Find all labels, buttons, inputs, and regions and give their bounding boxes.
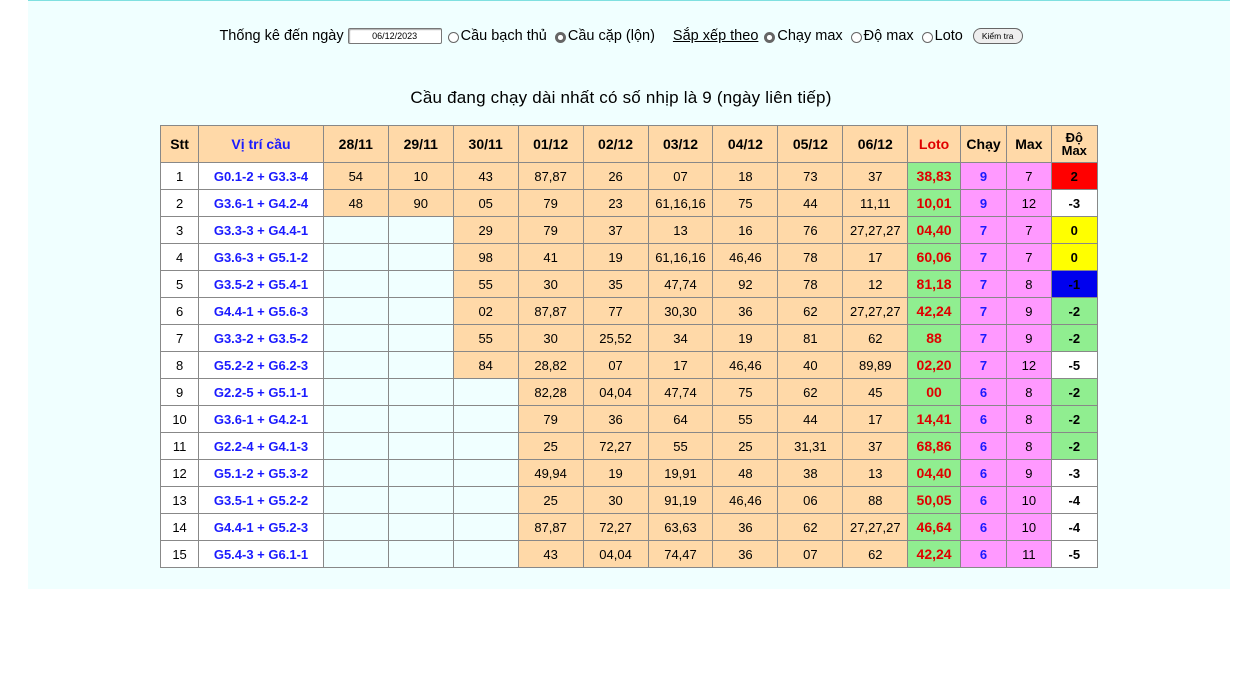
day-cell: 19 <box>583 244 648 271</box>
table-row <box>161 163 1098 190</box>
max-cell: 7 <box>1007 163 1051 190</box>
position-link[interactable]: G4.4-1 + G5.6-3 <box>199 298 324 325</box>
day-cell: 23 <box>583 190 648 217</box>
sort-do-max-label: Độ max <box>863 28 914 44</box>
day-cell <box>323 406 388 433</box>
loto-cell: 02,20 <box>908 352 961 379</box>
day-cell: 64 <box>648 406 713 433</box>
header-max: Max <box>1007 126 1051 163</box>
loto-cell: 10,01 <box>908 190 961 217</box>
position-link[interactable]: G5.1-2 + G5.3-2 <box>199 460 324 487</box>
loto-cell: 46,64 <box>908 514 961 541</box>
date-label: Thống kê đến ngày <box>219 28 344 44</box>
loto-cell: 68,86 <box>908 433 961 460</box>
option-bach-thu-label: Cầu bạch thủ <box>460 28 547 44</box>
day-cell: 43 <box>518 541 583 568</box>
day-cell: 37 <box>583 217 648 244</box>
day-cell: 19 <box>713 325 778 352</box>
day-cell: 30 <box>518 325 583 352</box>
header-day: 01/12 <box>518 126 583 163</box>
header-day: 02/12 <box>583 126 648 163</box>
day-cell: 91,19 <box>648 487 713 514</box>
day-cell: 17 <box>843 244 908 271</box>
loto-cell: 04,40 <box>908 460 961 487</box>
header-loto: Loto <box>908 126 961 163</box>
table-row <box>161 271 1098 298</box>
day-cell: 44 <box>778 190 843 217</box>
table-row <box>161 217 1098 244</box>
day-cell: 87,87 <box>518 514 583 541</box>
day-cell: 36 <box>713 514 778 541</box>
day-cell <box>323 217 388 244</box>
day-cell <box>323 244 388 271</box>
day-cell <box>388 433 453 460</box>
do-max-cell: -2 <box>1051 379 1097 406</box>
day-cell: 41 <box>518 244 583 271</box>
chay-cell: 6 <box>960 541 1006 568</box>
position-link[interactable]: G3.5-2 + G5.4-1 <box>199 271 324 298</box>
day-cell: 25 <box>518 487 583 514</box>
chay-cell: 6 <box>960 406 1006 433</box>
loto-cell: 04,40 <box>908 217 961 244</box>
do-max-cell: -5 <box>1051 352 1097 379</box>
chay-cell: 7 <box>960 325 1006 352</box>
max-cell: 8 <box>1007 271 1051 298</box>
header-day: 30/11 <box>453 126 518 163</box>
day-cell <box>388 541 453 568</box>
chay-cell: 9 <box>960 163 1006 190</box>
day-cell: 82,28 <box>518 379 583 406</box>
day-cell <box>388 379 453 406</box>
day-cell <box>453 460 518 487</box>
header-day: 03/12 <box>648 126 713 163</box>
do-max-cell: -2 <box>1051 325 1097 352</box>
loto-cell: 88 <box>908 325 961 352</box>
day-cell <box>453 541 518 568</box>
day-cell <box>323 460 388 487</box>
day-cell: 37 <box>843 433 908 460</box>
day-cell: 84 <box>453 352 518 379</box>
day-cell: 78 <box>778 271 843 298</box>
position-link[interactable]: G3.3-3 + G4.4-1 <box>199 217 324 244</box>
chay-cell: 9 <box>960 190 1006 217</box>
chay-cell: 6 <box>960 487 1006 514</box>
day-cell: 55 <box>453 325 518 352</box>
day-cell: 02 <box>453 298 518 325</box>
day-cell: 79 <box>518 217 583 244</box>
table-row <box>161 244 1098 271</box>
day-cell: 38 <box>778 460 843 487</box>
day-cell: 75 <box>713 379 778 406</box>
max-cell: 10 <box>1007 514 1051 541</box>
row-index: 10 <box>161 406 199 433</box>
day-cell <box>453 487 518 514</box>
day-cell: 07 <box>778 541 843 568</box>
table-row <box>161 541 1098 568</box>
max-cell: 9 <box>1007 460 1051 487</box>
day-cell: 72,27 <box>583 433 648 460</box>
day-cell: 40 <box>778 352 843 379</box>
day-cell: 05 <box>453 190 518 217</box>
day-cell: 78 <box>778 244 843 271</box>
day-cell: 07 <box>583 352 648 379</box>
max-cell: 8 <box>1007 406 1051 433</box>
day-cell: 77 <box>583 298 648 325</box>
day-cell: 17 <box>843 406 908 433</box>
radio-cap-lon[interactable] <box>555 32 566 43</box>
day-cell: 28,82 <box>518 352 583 379</box>
do-max-cell: -1 <box>1051 271 1097 298</box>
day-cell: 79 <box>518 406 583 433</box>
loto-cell: 00 <box>908 379 961 406</box>
row-index: 7 <box>161 325 199 352</box>
day-cell: 92 <box>713 271 778 298</box>
radio-sort-loto[interactable] <box>922 32 933 43</box>
table-row <box>161 325 1098 352</box>
chay-cell: 6 <box>960 460 1006 487</box>
day-cell: 18 <box>713 163 778 190</box>
row-index: 1 <box>161 163 199 190</box>
day-cell: 36 <box>713 298 778 325</box>
day-cell: 62 <box>778 379 843 406</box>
day-cell: 61,16,16 <box>648 190 713 217</box>
day-cell: 89,89 <box>843 352 908 379</box>
day-cell <box>323 298 388 325</box>
table-row <box>161 514 1098 541</box>
max-cell: 7 <box>1007 244 1051 271</box>
results-table <box>160 125 1098 568</box>
table-row <box>161 433 1098 460</box>
chay-cell: 6 <box>960 514 1006 541</box>
position-link[interactable]: G2.2-5 + G5.1-1 <box>199 379 324 406</box>
do-max-cell: -4 <box>1051 487 1097 514</box>
do-max-cell: 2 <box>1051 163 1097 190</box>
day-cell <box>388 271 453 298</box>
day-cell: 30,30 <box>648 298 713 325</box>
day-cell <box>323 325 388 352</box>
loto-cell: 50,05 <box>908 487 961 514</box>
chay-cell: 7 <box>960 217 1006 244</box>
table-row <box>161 406 1098 433</box>
loto-cell: 60,06 <box>908 244 961 271</box>
radio-bach-thu[interactable] <box>448 32 459 43</box>
day-cell: 27,27,27 <box>843 514 908 541</box>
day-cell: 45 <box>843 379 908 406</box>
header-chay: Chạy <box>960 126 1006 163</box>
day-cell <box>388 325 453 352</box>
day-cell: 87,87 <box>518 163 583 190</box>
table-body <box>161 163 1098 568</box>
loto-cell: 42,24 <box>908 298 961 325</box>
day-cell: 54 <box>323 163 388 190</box>
day-cell: 73 <box>778 163 843 190</box>
header-do-max-line2: Max <box>1061 143 1087 158</box>
day-cell: 46,46 <box>713 487 778 514</box>
chay-cell: 7 <box>960 298 1006 325</box>
day-cell: 30 <box>518 271 583 298</box>
day-cell: 04,04 <box>583 379 648 406</box>
filter-controls <box>0 28 1242 44</box>
table-header-row <box>161 126 1098 163</box>
day-cell: 19 <box>583 460 648 487</box>
header-position[interactable]: Vị trí cầu <box>199 126 324 163</box>
day-cell: 27,27,27 <box>843 217 908 244</box>
day-cell: 62 <box>843 541 908 568</box>
day-cell: 13 <box>648 217 713 244</box>
header-do-max-line1: Độ <box>1065 130 1083 145</box>
row-index: 2 <box>161 190 199 217</box>
day-cell <box>388 460 453 487</box>
day-cell: 27,27,27 <box>843 298 908 325</box>
day-cell: 19,91 <box>648 460 713 487</box>
position-link[interactable]: G2.2-4 + G4.1-3 <box>199 433 324 460</box>
max-cell: 11 <box>1007 541 1051 568</box>
day-cell: 62 <box>778 298 843 325</box>
day-cell: 75 <box>713 190 778 217</box>
do-max-cell: 0 <box>1051 217 1097 244</box>
row-index: 12 <box>161 460 199 487</box>
day-cell: 55 <box>453 271 518 298</box>
date-input[interactable]: 06/12/2023 <box>348 28 442 44</box>
chay-cell: 7 <box>960 352 1006 379</box>
day-cell: 49,94 <box>518 460 583 487</box>
position-link[interactable]: G3.3-2 + G3.5-2 <box>199 325 324 352</box>
day-cell: 13 <box>843 460 908 487</box>
row-index: 14 <box>161 514 199 541</box>
table-row <box>161 460 1098 487</box>
day-cell <box>388 514 453 541</box>
day-cell: 37 <box>843 163 908 190</box>
do-max-cell: -3 <box>1051 460 1097 487</box>
chay-cell: 7 <box>960 244 1006 271</box>
day-cell: 48 <box>713 460 778 487</box>
table-row <box>161 352 1098 379</box>
day-cell: 10 <box>388 163 453 190</box>
header-day: 29/11 <box>388 126 453 163</box>
day-cell: 88 <box>843 487 908 514</box>
day-cell: 62 <box>843 325 908 352</box>
day-cell: 47,74 <box>648 271 713 298</box>
day-cell <box>323 379 388 406</box>
day-cell: 48 <box>323 190 388 217</box>
day-cell <box>388 406 453 433</box>
day-cell: 36 <box>713 541 778 568</box>
day-cell: 74,47 <box>648 541 713 568</box>
day-cell <box>453 433 518 460</box>
day-cell: 25 <box>518 433 583 460</box>
table-row <box>161 298 1098 325</box>
do-max-cell: -2 <box>1051 406 1097 433</box>
day-cell <box>323 271 388 298</box>
day-cell: 26 <box>583 163 648 190</box>
row-index: 6 <box>161 298 199 325</box>
radio-sort-do-max[interactable] <box>851 32 862 43</box>
max-cell: 9 <box>1007 325 1051 352</box>
max-cell: 8 <box>1007 379 1051 406</box>
row-index: 4 <box>161 244 199 271</box>
loto-cell: 81,18 <box>908 271 961 298</box>
day-cell: 34 <box>648 325 713 352</box>
position-link[interactable]: G5.2-2 + G6.2-3 <box>199 352 324 379</box>
max-cell: 8 <box>1007 433 1051 460</box>
day-cell: 72,27 <box>583 514 648 541</box>
max-cell: 12 <box>1007 352 1051 379</box>
header-do-max <box>1051 126 1097 163</box>
max-cell: 7 <box>1007 217 1051 244</box>
position-link[interactable]: G4.4-1 + G5.2-3 <box>199 514 324 541</box>
day-cell <box>388 298 453 325</box>
day-cell <box>388 217 453 244</box>
do-max-cell: 0 <box>1051 244 1097 271</box>
chay-cell: 6 <box>960 379 1006 406</box>
day-cell <box>323 487 388 514</box>
sort-loto-label: Loto <box>934 28 963 44</box>
row-index: 5 <box>161 271 199 298</box>
position-link[interactable]: G3.6-1 + G4.2-4 <box>199 190 324 217</box>
day-cell: 25 <box>713 433 778 460</box>
do-max-cell: -3 <box>1051 190 1097 217</box>
position-link[interactable]: G3.6-3 + G5.1-2 <box>199 244 324 271</box>
day-cell: 90 <box>388 190 453 217</box>
day-cell <box>453 406 518 433</box>
day-cell: 63,63 <box>648 514 713 541</box>
table-row <box>161 379 1098 406</box>
header-stt: Stt <box>161 126 199 163</box>
day-cell: 17 <box>648 352 713 379</box>
day-cell: 07 <box>648 163 713 190</box>
do-max-cell: -5 <box>1051 541 1097 568</box>
day-cell: 81 <box>778 325 843 352</box>
day-cell: 55 <box>648 433 713 460</box>
day-cell: 79 <box>518 190 583 217</box>
day-cell: 87,87 <box>518 298 583 325</box>
position-link[interactable]: G0.1-2 + G3.3-4 <box>199 163 324 190</box>
day-cell: 36 <box>583 406 648 433</box>
day-cell: 98 <box>453 244 518 271</box>
day-cell: 44 <box>778 406 843 433</box>
page-title: Cầu đang chạy dài nhất có số nhịp là 9 (ngày liên tiếp) <box>410 88 832 107</box>
day-cell: 55 <box>713 406 778 433</box>
do-max-cell: -2 <box>1051 433 1097 460</box>
row-index: 9 <box>161 379 199 406</box>
day-cell: 06 <box>778 487 843 514</box>
day-cell: 11,11 <box>843 190 908 217</box>
max-cell: 12 <box>1007 190 1051 217</box>
position-link[interactable]: G3.5-1 + G5.2-2 <box>199 487 324 514</box>
day-cell: 25,52 <box>583 325 648 352</box>
day-cell <box>453 379 518 406</box>
row-index: 3 <box>161 217 199 244</box>
day-cell: 35 <box>583 271 648 298</box>
row-index: 15 <box>161 541 199 568</box>
day-cell: 30 <box>583 487 648 514</box>
do-max-cell: -4 <box>1051 514 1097 541</box>
day-cell <box>323 541 388 568</box>
loto-cell: 38,83 <box>908 163 961 190</box>
position-link[interactable]: G5.4-3 + G6.1-1 <box>199 541 324 568</box>
loto-cell: 42,24 <box>908 541 961 568</box>
day-cell: 47,74 <box>648 379 713 406</box>
day-cell <box>388 244 453 271</box>
header-day: 28/11 <box>323 126 388 163</box>
day-cell: 43 <box>453 163 518 190</box>
chay-cell: 6 <box>960 433 1006 460</box>
day-cell <box>453 514 518 541</box>
day-cell: 12 <box>843 271 908 298</box>
day-cell: 61,16,16 <box>648 244 713 271</box>
day-cell <box>388 487 453 514</box>
max-cell: 10 <box>1007 487 1051 514</box>
day-cell <box>323 433 388 460</box>
table-row <box>161 190 1098 217</box>
max-cell: 9 <box>1007 298 1051 325</box>
header-day: 05/12 <box>778 126 843 163</box>
row-index: 13 <box>161 487 199 514</box>
option-cap-lon-label: Cầu cặp (lộn) <box>567 28 655 44</box>
row-index: 11 <box>161 433 199 460</box>
header-day: 04/12 <box>713 126 778 163</box>
day-cell <box>323 352 388 379</box>
sort-chay-max-label: Chạy max <box>777 28 843 44</box>
do-max-cell: -2 <box>1051 298 1097 325</box>
day-cell: 16 <box>713 217 778 244</box>
loto-cell: 14,41 <box>908 406 961 433</box>
day-cell: 46,46 <box>713 352 778 379</box>
sort-label: Sắp xếp theo <box>672 28 759 44</box>
chay-cell: 7 <box>960 271 1006 298</box>
radio-sort-chay-max[interactable] <box>764 32 775 43</box>
day-cell: 04,04 <box>583 541 648 568</box>
day-cell <box>323 514 388 541</box>
day-cell: 62 <box>778 514 843 541</box>
header-day: 06/12 <box>843 126 908 163</box>
position-link[interactable]: G3.6-1 + G4.2-1 <box>199 406 324 433</box>
row-index: 8 <box>161 352 199 379</box>
day-cell <box>388 352 453 379</box>
day-cell: 31,31 <box>778 433 843 460</box>
day-cell: 46,46 <box>713 244 778 271</box>
table-row <box>161 487 1098 514</box>
day-cell: 29 <box>453 217 518 244</box>
day-cell: 76 <box>778 217 843 244</box>
check-button[interactable]: Kiểm tra <box>973 28 1023 44</box>
